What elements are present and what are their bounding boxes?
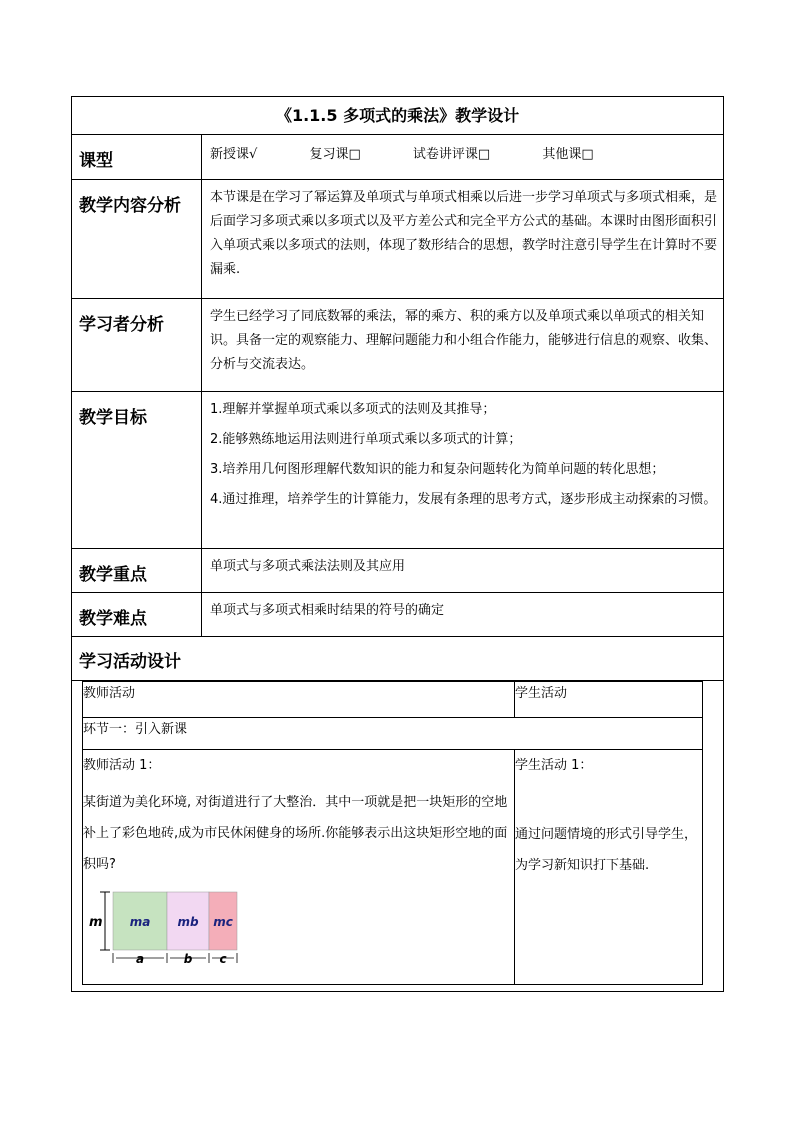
activity-table [82,681,703,985]
width-label: a [135,952,145,966]
page-title: 《1.1.5 多项式的乘法》教学设计 [72,97,724,135]
teacher-activity-header: 教师活动 [83,682,515,718]
lesson-plan-table [71,96,724,992]
learner-analysis-label: 学习者分析 [72,299,202,392]
objective-item: 3.培养用几何图形理解代数知识的能力和复杂问题转化为简单问题的转化思想； [210,462,665,477]
teacher-activity-text: 某街道为美化环境, 对街道进行了大整治．其中一项就是把一块矩形的空地补上了彩色地砖,成为市民休闲健身的场所.你能够表示出这块矩形空地的面积吗? [83,795,508,872]
objectives-label: 教学目标 [72,392,202,549]
lesson-plan [71,96,723,992]
width-label: c [219,952,227,966]
course-type-review: 复习课□ [309,147,361,162]
objectives-list [202,392,724,549]
objective-item: 1.理解并掌握单项式乘以多项式的法则及其推导； [210,402,496,417]
key-point-text: 单项式与多项式乘法法则及其应用 [202,549,724,593]
step-one-heading: 环节一：引入新课 [83,718,703,750]
course-type-options [202,135,724,180]
difficulty-label: 教学难点 [72,593,202,637]
height-label: m [89,915,103,930]
teacher-activity-title: 教师活动 1： [83,758,161,773]
course-type-label: 课型 [72,135,202,180]
key-point-label: 教学重点 [72,549,202,593]
content-analysis-label: 教学内容分析 [72,180,202,299]
activity-area [72,681,724,992]
area-figure [83,888,253,968]
student-activity-text: 通过问题情境的形式引导学生，为学习新知识打下基础. [515,827,698,873]
teacher-activity-cell [83,750,515,985]
content-analysis-text: 本节课是在学习了幂运算及单项式与单项式相乘以后进一步学习单项式与多项式相乘，是后面学习多项式乘以多项式以及平方差公式和完全平方公式的基础。本课时由图形面积引入单项式乘以多项式的法则，体现了数形结合的思想，教学时注意引导学生在计算时不要漏乘. [202,180,724,299]
student-activity-title: 学生活动 1： [515,758,593,773]
course-type-new: 新授课√ [210,147,258,162]
activity-design-title: 学习活动设计 [72,637,724,681]
course-type-other: 其他课□ [542,147,594,162]
student-activity-cell [515,750,703,985]
difficulty-text: 单项式与多项式相乘时结果的符号的确定 [202,593,724,637]
objective-item: 4.通过推理，培养学生的计算能力，发展有条理的思考方式，逐步形成主动探索的习惯。 [210,492,717,507]
area-cell-label: ma [129,915,151,929]
objective-item: 2.能够熟练地运用法则进行单项式乘以多项式的计算； [210,432,522,447]
learner-analysis-text: 学生已经学习了同底数幂的乘法，幂的乘方、积的乘方以及单项式乘以单项式的相关知识。具备一定的观察能力、理解问题能力和小组合作能力，能够进行信息的观察、收集、分析与交流表达。 [202,299,724,392]
area-cell-label: mb [177,915,199,929]
width-label: b [183,952,193,966]
area-cell-label: mc [213,915,233,929]
course-type-exam: 试卷讲评课□ [412,147,491,162]
student-activity-header: 学生活动 [515,682,703,718]
